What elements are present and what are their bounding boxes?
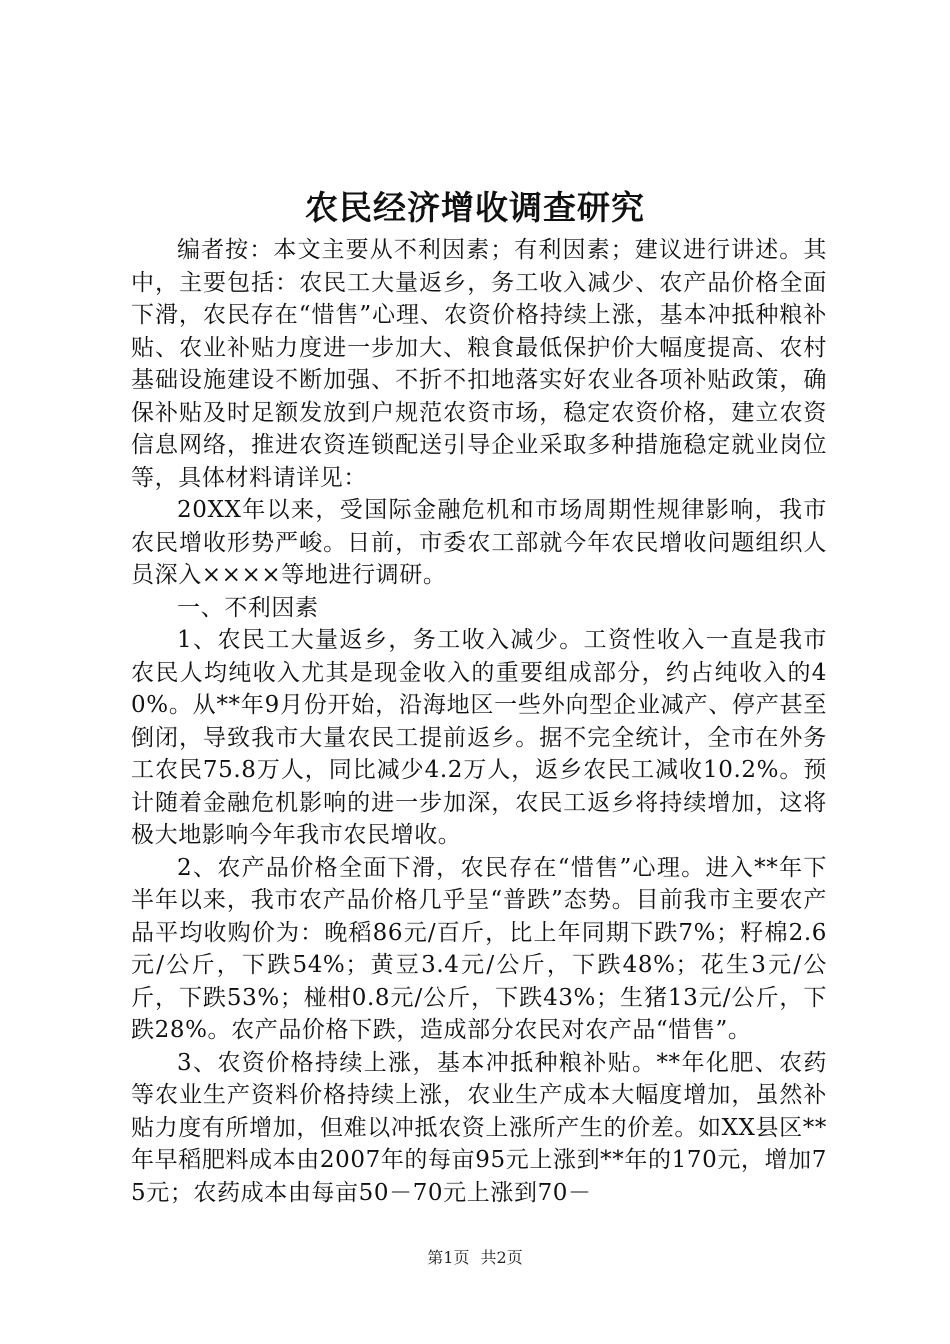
page-total: 共2页 bbox=[480, 1248, 523, 1267]
intro-paragraph: 20XX年以来，受国际金融危机和市场周期性规律影响，我市农民增收形势严峻。日前，市委农工部就今年农民增收问题组织人员深入××××等地进行调研。 bbox=[131, 497, 827, 588]
section-heading: 一、不利因素 bbox=[177, 594, 319, 621]
document-body bbox=[131, 234, 827, 1209]
body-paragraph: 1、农民工大量返乡，务工收入减少。工资性收入一直是我市农民人均纯收入尤其是现金收入的重要组成部分，约占纯收入的40%。从**年9月份开始，沿海地区一些外向型企业减产、停产甚至倒闭，导致我市大量农民工提前返乡。据不完全统计，全市在外务工农民75.8万人，同比减少4.2万人，返乡农民工减收10.2%。预计随着金融危机影响的进一步加深，农民工返乡将持续增加，这将极大地影响今年我市农民增收。 bbox=[131, 627, 827, 848]
page-footer bbox=[0, 1247, 950, 1269]
document-title: 农民经济增收调查研究 bbox=[305, 188, 645, 227]
page-number: 第1页 bbox=[427, 1248, 470, 1267]
body-paragraph: 2、农产品价格全面下滑，农民存在“惜售”心理。进入**年下半年以来，我市农产品价格几乎呈“普跌”态势。目前我市主要农产品平均收购价为：晚稻86元/百斤，比上年同期下跌7%；籽棉2.6元/公斤，下跌54%；黄豆3.4元/公斤，下跌48%；花生3元/公斤，下跌53%；椪柑0.8元/公斤，下跌43%；生猪13元/公斤，下跌28%。农产品价格下跌，造成部分农民对农产品“惜售”。 bbox=[131, 854, 827, 1043]
editor-note-paragraph: 编者按：本文主要从不利因素；有利因素；建议进行讲述。其中，主要包括：农民工大量返乡，务工收入减少、农产品价格全面下滑，农民存在“惜售”心理、农资价格持续上涨，基本冲抵种粮补贴、农业补贴力度进一步加大、粮食最低保护价大幅度提高、农村基础设施建设不断加强、不折不扣地落实好农业各项补贴政策，确保补贴及时足额发放到户规范农资市场，稳定农资价格，建立农资信息网络，推进农资连锁配送引导企业采取多种措施稳定就业岗位等，具体材料请详见： bbox=[131, 237, 827, 491]
body-paragraph: 3、农资价格持续上涨，基本冲抵种粮补贴。**年化肥、农药等农业生产资料价格持续上涨，农业生产成本大幅度增加，虽然补贴力度有所增加，但难以冲抵农资上涨所产生的价差。如XX县区**年早稻肥料成本由2007年的每亩95元上涨到**年的170元，增加75元；农药成本由每亩50－70元上涨到70－ bbox=[131, 1049, 827, 1206]
